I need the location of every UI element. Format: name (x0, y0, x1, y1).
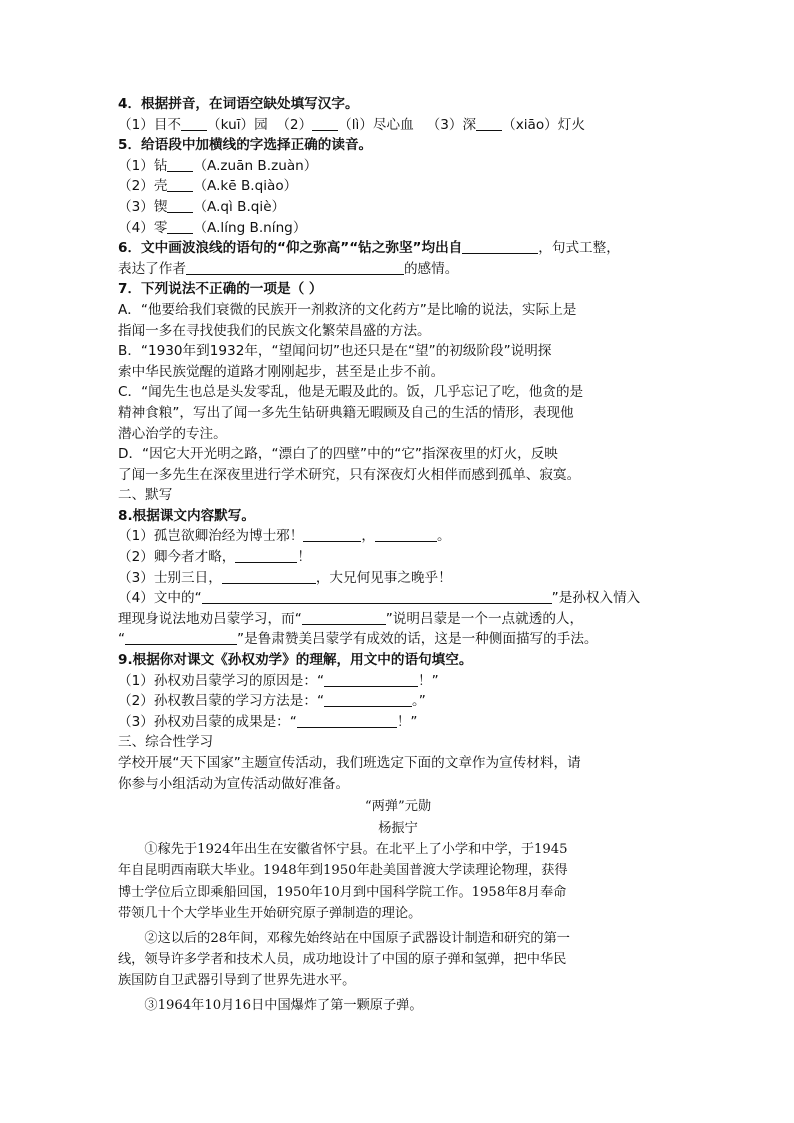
q8-blank-4a[interactable] (202, 590, 552, 604)
q8-item2 (118, 547, 678, 568)
section-2-heading: 二、默写 (118, 487, 173, 504)
q8-item4-text-c: 理现身说法地劝吕蒙学习，而“ (118, 610, 302, 627)
q8-blank-1a[interactable] (303, 528, 361, 542)
intro-line2: 你参与小组活动为宣传活动做好准备。 (118, 775, 350, 792)
q8-item1 (118, 526, 678, 547)
q6-blank-feeling[interactable] (186, 261, 404, 275)
q8-blank-4c[interactable] (125, 631, 237, 645)
q8-item4-text-e: “ (118, 631, 126, 648)
q8-item4-line2 (118, 609, 678, 630)
worksheet-page (118, 94, 678, 1016)
q6-text-2: 表达了作者 (118, 260, 186, 277)
q8-item2-text: （2）卿今者才略， (118, 549, 236, 566)
q5-item (118, 197, 678, 218)
q4-blank-3[interactable] (476, 117, 502, 131)
article-p2-line3: 族国防自卫武器引导到了世界先进水平。 (118, 973, 356, 989)
article-p1-line4: 带领几十个大学毕业生开始研究原子弹制造的理论。 (118, 906, 422, 922)
q6-text-cont: ，句式工整， (538, 240, 620, 257)
q7-title: 7．下列说法不正确的一项是（ ） (118, 281, 323, 298)
q8-item1-comma: ， (361, 528, 375, 545)
q7-option-c-line2: 精神食粮”，写出了闻一多先生钻研典籍无暇顾及自己的生活的情形，表现他 (118, 404, 574, 421)
article-p2-line2: 线，领导许多学者和技术人员，成功地设计了中国的原子弹和氢弹，把中华民 (118, 952, 567, 968)
q7-option-b-line1[interactable]: B．“1930年到1932年，“望闻问切”也还只是在“望”的初级阶段”说明探 (118, 343, 552, 360)
q9-title: 9.根据你对课文《孙权劝学》的理解，用文中的语句填空。 (118, 652, 473, 669)
q8-blank-2[interactable] (235, 549, 297, 563)
section-3-heading: 三、综合性学习 (118, 734, 214, 751)
article-author: 杨振宁 (378, 820, 418, 836)
intro-line1: 学校开展“天下国家”主题宣传活动，我们班选定下面的文章作为宣传材料，请 (118, 755, 581, 771)
q8-item3 (118, 568, 678, 589)
q9-blank-3[interactable] (297, 714, 397, 728)
q9-item1 (118, 671, 678, 692)
q4-title: 4．根据拼音，在词语空缺处填写汉字。 (118, 96, 359, 112)
q8-item1-text: （1）孤岂欲卿治经为博士邪！ (118, 528, 304, 545)
q4-item2-prefix: （2） (276, 116, 313, 133)
q4-item1-prefix: （1）目不 (118, 116, 182, 133)
q4-item1-suffix: （kuī）园 (207, 116, 268, 133)
article-p2-line1: ②这以后的28年间，邓稼先始终站在中国原子武器设计制造和研究的第一 (144, 930, 570, 946)
q9-item2 (118, 691, 678, 712)
q9-item2-text: （2）孙权教吕蒙的学习方法是：“ (118, 693, 325, 710)
q4-item2-suffix: （lì）尽心血 (338, 116, 414, 133)
q6-text-3: 的感情。 (403, 260, 459, 277)
q5-item-label: （2）壳 (118, 178, 168, 195)
q5-title: 5．给语段中加横线的字选择正确的读音。 (118, 137, 373, 154)
q5-item-options: （A.qì B.qiè） (193, 198, 286, 215)
q9-item3-text: （3）孙权劝吕蒙的成果是：“ (118, 713, 297, 730)
q9-item3 (118, 712, 678, 733)
article-p1-line1: ①稼先于1924年出生在安徽省怀宁县。在北平上了小学和中学，于1945 (144, 842, 568, 857)
q7-option-d-line1[interactable]: D．“因它大开光明之路，“漂白了的四壁”中的“它”指深夜里的灯火，反映 (118, 446, 558, 463)
q8-item2-end: ！ (297, 549, 311, 566)
q8-item3-text: （3）士别三日， (118, 569, 222, 586)
q9-blank-1[interactable] (324, 673, 418, 687)
q7-option-c-line1[interactable]: C．“闻先生也总是头发零乱，他是无暇及此的。饭，几乎忘记了吃，他贪的是 (118, 384, 584, 401)
q8-item4-text-f: ”是鲁肃赞美吕蒙学有成效的话，这是一种侧面描写的手法。 (237, 631, 598, 648)
q8-item4-line1 (118, 588, 678, 609)
q5-item-options: （A.kē B.qiào） (193, 178, 298, 195)
q5-item-label: （4）零 (118, 219, 168, 236)
q5-item-options: （A.líng B.níng） (193, 219, 307, 236)
article-p3-line1: ③1964年10月16日中国爆炸了第一颗原子弹。 (144, 997, 423, 1013)
q8-blank-3[interactable] (222, 570, 316, 584)
q7-option-d-line2: 了闻一多先生在深夜里进行学术研究，只有深夜灯火相伴而感到孤单、寂寞。 (118, 466, 581, 483)
q5-item-label: （3）锲 (118, 198, 168, 215)
article-p1-line2: 年自昆明西南联大毕业。1948年到1950年赴美国普渡大学读理论物理，获得 (118, 863, 568, 879)
q5-blank-1[interactable] (167, 158, 193, 172)
q6-line1 (118, 238, 678, 259)
q9-item3-end: ！” (396, 713, 418, 730)
q8-blank-1b[interactable] (375, 528, 437, 542)
q8-blank-4b[interactable] (302, 611, 386, 625)
q5-item (118, 176, 678, 197)
article-p1-line3: 博士学位后立即乘船回国，1950年10月到中国科学院工作。1958年8月奉命 (118, 884, 567, 900)
q7-option-a-line2: 指闻一多在寻找使我们的民族文化繁荣昌盛的方法。 (118, 322, 431, 339)
q7-option-b-line2: 索中华民族觉醒的道路才刚刚起步，甚至是止步不前。 (118, 363, 445, 380)
q5-item (118, 156, 678, 177)
q8-item1-period: 。 (436, 528, 451, 545)
q6-text: 6．文中画波浪线的语句的“仰之弥高”“钻之弥坚”均出自 (118, 240, 463, 257)
q5-item-options: （A.zuān B.zuàn） (193, 157, 318, 174)
q5-blank-3[interactable] (167, 199, 193, 213)
q4-item3-suffix: （xiāo）灯火 (502, 116, 585, 133)
q8-item4-text-d: ”说明吕蒙是一个一点就透的人， (385, 610, 584, 627)
q8-item3-end: ，大兄何见事之晚乎！ (315, 569, 452, 586)
q9-item2-end: 。” (412, 693, 426, 710)
q8-item4-text-b: ”是孙权入情入 (551, 590, 641, 607)
q6-line2 (118, 259, 678, 280)
q9-item1-text: （1）孙权劝吕蒙学习的原因是：“ (118, 672, 325, 689)
q8-item4-text: （4）文中的“ (118, 590, 202, 607)
q5-blank-2[interactable] (167, 178, 193, 192)
q4-item3-prefix: （3）深 (426, 116, 477, 133)
q9-item1-end: ！” (418, 672, 439, 689)
q5-item-label: （1）钻 (118, 157, 168, 174)
q8-item4-line3 (118, 629, 678, 650)
q9-blank-2[interactable] (324, 693, 412, 707)
q4-items (118, 115, 678, 136)
q5-blank-4[interactable] (167, 220, 193, 234)
q4-blank-2[interactable] (312, 117, 338, 131)
q8-title: 8.根据课文内容默写。 (118, 507, 255, 524)
q7-option-c-line3: 潜心治学的专注。 (118, 425, 227, 442)
article-title: “两弹”元勋 (364, 799, 432, 815)
q6-blank-source[interactable] (462, 240, 538, 254)
q5-item (118, 218, 678, 239)
q4-blank-1[interactable] (181, 117, 207, 131)
q7-option-a-line1[interactable]: A．“他要给我们衰微的民族开一剂救济的文化药方”是比喻的说法，实际上是 (118, 301, 577, 318)
